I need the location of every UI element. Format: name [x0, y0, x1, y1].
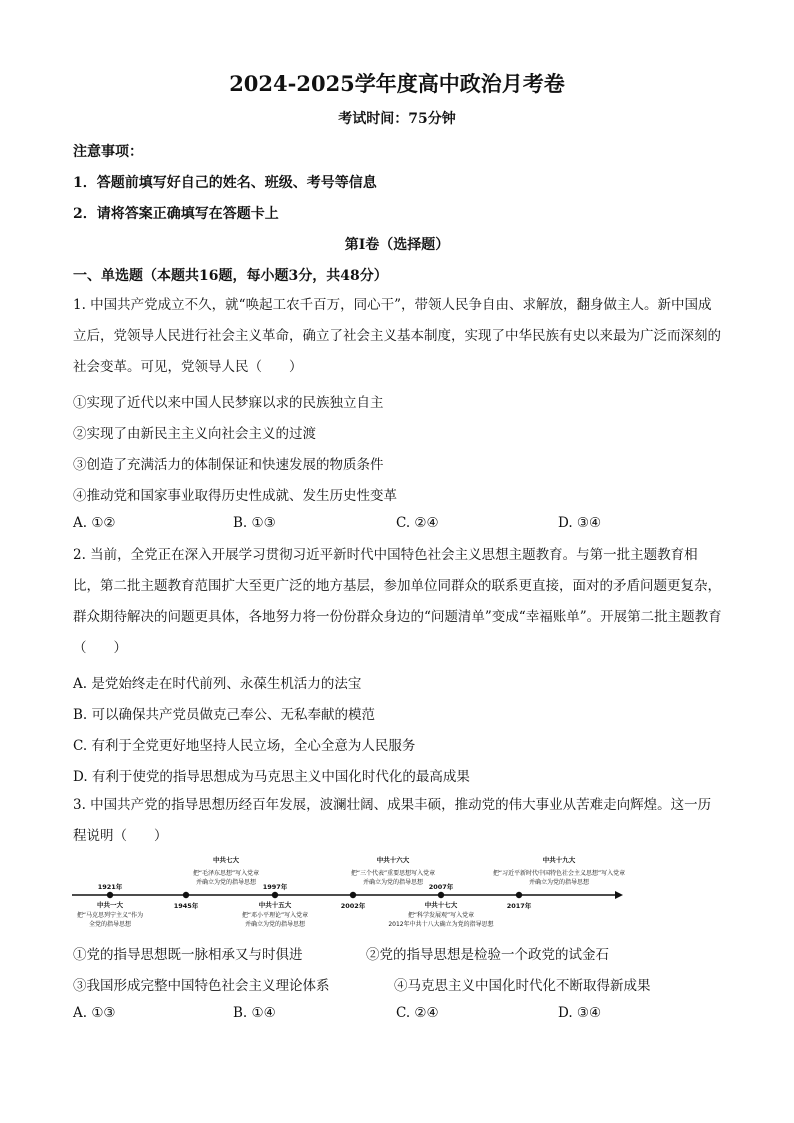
timeline-year: 2002年 [340, 902, 366, 910]
timeline-dot [272, 892, 278, 898]
timeline-desc: 把“科学发展观”写入党章 [407, 912, 475, 919]
question-1-statement-1: ①实现了近代以来中国人民梦寐以求的民族独立自主 [73, 395, 384, 411]
timeline-year: 1945年 [173, 902, 199, 910]
timeline-desc: 并确立为党的指导思想 [528, 879, 590, 886]
timeline-congress: 中共十九大 [542, 856, 576, 864]
question-3-statement-2: ②党的指导思想是检验一个政党的试金石 [366, 947, 609, 963]
timeline-dot [107, 892, 113, 898]
timeline-desc: 并确立为党的指导思想 [195, 879, 257, 886]
question-2-option-c[interactable]: C. 有利于全党更好地坚持人民立场，全心全意为人民服务 [73, 738, 416, 754]
question-3-option-d[interactable]: D. ③④ [558, 1005, 602, 1021]
timeline-desc: 把“毛泽东思想”写入党章 [192, 870, 260, 877]
question-2-stem: 2. 当前，全党正在深入开展学习贯彻习近平新时代中国特色社会主义思想主题教育。与第一批主题教育相比，第二批主题教育范围扩大至更广泛的地方基层，参加单位同群众的联系更直接，面对的矛盾问题更复杂，群众期待解决的问题更具体，各地努力将一份份群众身边的“问题清单”变成“幸福账单”。开展第二批主题教育（ ） [73, 547, 722, 656]
timeline-desc: 并确立为党的指导思想 [244, 921, 306, 928]
exam-title: 2024-2025学年度高中政治月考卷 [229, 71, 565, 96]
timeline-congress: 中共一大 [97, 901, 123, 909]
question-3-statement-3: ③我国形成完整中国特色社会主义理论体系 [73, 978, 330, 994]
timeline-desc: 并确立为党的指导思想 [362, 879, 424, 886]
timeline-desc: 把“邓小平理论”写入党章 [241, 912, 309, 919]
timeline-desc: 把“习近平新时代中国特色社会主义思想”写入党章 [492, 870, 626, 877]
question-1-statement-3: ③创造了充满活力的体制保证和快速发展的物质条件 [73, 457, 384, 473]
timeline-desc: 把“马克思列宁主义”作为 [76, 912, 144, 919]
question-1-statement-2: ②实现了由新民主主义向社会主义的过渡 [73, 426, 316, 442]
timeline-dot [350, 892, 356, 898]
timeline-congress: 中共十七大 [424, 901, 458, 909]
timeline-desc: 全党的指导思想 [88, 921, 132, 928]
timeline-year: 2007年 [428, 883, 454, 891]
question-1-statement-4: ④推动党和国家事业取得历史性成就、发生历史性变革 [73, 488, 397, 504]
question-1-option-a[interactable]: A. ①② [73, 515, 116, 531]
timeline-desc: 把“三个代表”重要思想写入党章 [350, 870, 436, 877]
timeline-dot [438, 892, 444, 898]
notice-item-1: 1．答题前填写好自己的姓名、班级、考号等信息 [73, 175, 377, 191]
section-heading: 一、单选题（本题共16题，每小题3分，共48分） [73, 268, 388, 284]
notice-heading: 注意事项： [73, 144, 143, 160]
question-1-stem: 1. 中国共产党成立不久，就“唤起工农千百万，同心干”，带领人民争自由、求解放，翻身做主人。新中国成立后，党领导人民进行社会主义革命，确立了社会主义基本制度，实现了中华民族有史以来最为广泛而深刻的社会变革。可见，党领导人民（ ） [73, 297, 721, 375]
question-3-option-c[interactable]: C. ②④ [396, 1005, 439, 1021]
timeline-desc: 2012年中共十八大确立为党的指导思想 [388, 921, 494, 928]
question-2-option-a[interactable]: A. 是党始终走在时代前列、永葆生机活力的法宝 [73, 676, 362, 692]
timeline-congress: 中共十六大 [376, 856, 410, 864]
timeline-dot [516, 892, 522, 898]
question-3-statement-4: ④马克思主义中国化时代化不断取得新成果 [394, 978, 651, 994]
notice-item-2: 2．请将答案正确填写在答题卡上 [73, 206, 279, 222]
timeline-year: 2017年 [506, 902, 532, 910]
question-1-option-d[interactable]: D. ③④ [558, 515, 602, 531]
question-3-statement-1: ①党的指导思想既一脉相承又与时俱进 [73, 947, 303, 963]
exam-time: 考试时间：75分钟 [338, 111, 456, 127]
question-3-stem: 3. 中国共产党的指导思想历经百年发展，波澜壮阔、成果丰硕，推动党的伟大事业从苦难走向辉煌。这一历程说明（ ） [73, 797, 712, 844]
part1-heading: 第I卷（选择题） [344, 237, 450, 253]
question-2-option-d[interactable]: D. 有利于使党的指导思想成为马克思主义中国化时代化的最高成果 [73, 769, 470, 785]
question-2-option-b[interactable]: B. 可以确保共产党员做克己奉公、无私奉献的模范 [73, 707, 376, 723]
timeline-dot [183, 892, 189, 898]
timeline-year: 1921年 [97, 883, 123, 891]
timeline-congress: 中共十五大 [258, 901, 292, 909]
timeline-congress: 中共七大 [213, 856, 239, 864]
question-1-option-b[interactable]: B. ①③ [233, 515, 276, 531]
timeline-year: 1997年 [262, 883, 288, 891]
question-3-option-a[interactable]: A. ①③ [73, 1005, 116, 1021]
question-1-option-c[interactable]: C. ②④ [396, 515, 439, 531]
question-3-option-b[interactable]: B. ①④ [233, 1005, 276, 1021]
timeline-figure [70, 850, 630, 930]
timeline-arrow-icon [615, 891, 623, 899]
